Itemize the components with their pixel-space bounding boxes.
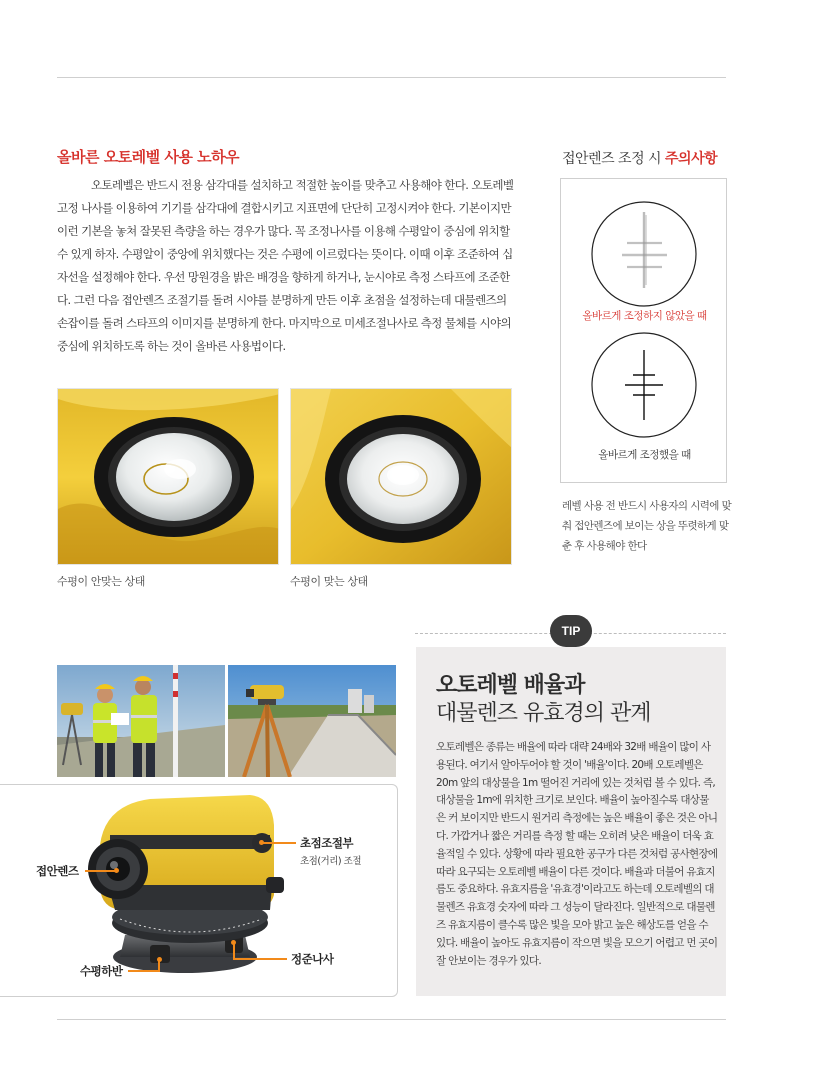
label-level-base: 수평하반 bbox=[80, 964, 123, 978]
sidebar-title bbox=[562, 148, 717, 168]
reticle-right-caption: 올바르게 조정했을 때 bbox=[598, 449, 691, 461]
bubble-level-unbalanced-image bbox=[58, 389, 279, 565]
leveling-screw-leader-vertical bbox=[233, 943, 235, 959]
reticle-diagrams bbox=[561, 179, 728, 484]
label-eyepiece: 접안렌즈 bbox=[36, 864, 79, 878]
eyepiece-adjust-box bbox=[560, 178, 727, 483]
level-base-leader-vertical bbox=[158, 959, 160, 971]
body-paragraph bbox=[57, 174, 519, 358]
eyepiece-leader-line bbox=[85, 870, 115, 872]
photo-right-caption: 수평이 맞는 상태 bbox=[290, 575, 368, 588]
reticle-sharp-icon bbox=[592, 333, 696, 437]
photo-level-balanced bbox=[290, 388, 512, 565]
leveling-screw-leader-line bbox=[233, 958, 287, 960]
tip-heading-line1: 오토레벨 배율과 bbox=[436, 673, 585, 698]
surveyors-image bbox=[57, 665, 225, 777]
label-focus: 초점조절부 bbox=[300, 836, 354, 850]
bubble-level-balanced-image bbox=[291, 389, 512, 565]
tip-body-text: 오토레벨은 종류는 배율에 따라 대략 24배와 32배 배율이 많이 사용된다. 여기서 알아두어야 할 것이 '배율'이다. 20배 오토레벨은 20m 앞의 대상물을 1m 떨어진 거리에 있는 것처럼 볼 수 있다. 즉, 대상물을 1m에 위치한 크기로 보인다. 배율이 높아질수록 대상물은 커 보이지만 반드시 원거리 측정에는 높은 배율이 좋은 것은 아니다. 가깝거나 짧은 거리를 측정 할 때는 오히려 낮은 배율이 더욱 효율적일 수 있다. 상황에 따라 필요한 공구가 다른 것처럼 공사현장에 따라 요구되는 오토레벨 배율이 다른 것이다. 배율과 더불어 유효지름도 중요하다. 유효지름을 '유효경'이라고도 하는데 오토레벨의 대물렌즈 유효경 숫자에 따라 그 성능이 달라진다. 일반적으로 대물렌즈 유효지름이 클수록 많은 빛을 모아 밝고 높은 해상도를 얻을 수 있다. 배율이 높아도 유효지름이 작으면 빛을 모으기 어렵고 먼 곳이 잘 안보이는 경우가 있다. bbox=[436, 741, 718, 967]
photo-road-site bbox=[228, 665, 396, 777]
level-base-leader-line bbox=[128, 970, 160, 972]
tip-badge: TIP bbox=[550, 615, 592, 647]
focus-leader-line bbox=[262, 842, 296, 844]
tip-heading-line2: 대물렌즈 유효경의 관계 bbox=[436, 701, 651, 726]
sidebar-title-highlight: 주의사항 bbox=[665, 151, 718, 167]
photo-surveyors bbox=[57, 665, 225, 777]
product-diagram-box bbox=[0, 784, 398, 997]
reticle-blurry-icon bbox=[592, 202, 696, 306]
auto-level-image bbox=[0, 785, 398, 998]
road-site-image bbox=[228, 665, 396, 777]
bottom-divider bbox=[57, 1019, 726, 1020]
top-divider bbox=[57, 77, 726, 78]
label-leveling-screw: 정준나사 bbox=[291, 952, 334, 966]
sidebar-title-prefix: 접안렌즈 조정 시 bbox=[562, 151, 666, 167]
reticle-wrong-caption: 올바르게 조정하지 않았을 때 bbox=[582, 310, 707, 322]
photo-level-unbalanced bbox=[57, 388, 279, 565]
body-paragraph-text: 오토레벨은 반드시 전용 삼각대를 설치하고 적절한 높이를 맞추고 사용해야 한다. 오토레벨 고정 나사를 이용하여 기기를 삼각대에 결합시키고 지표면에 단단히 고정시켜야 한다. 기본이지만 이런 기본을 놓쳐 잘못된 측량을 하는 경우가 많다. 꼭 조정나사를 이용해 수평알이 중심에 위치할 수 있게 하자. 수평알이 중앙에 위치했다는 것은 수평에 이르렀다는 뜻이다. 이때 이후 조준하여 십자선을 설정해야 한다. 우선 망원경을 밝은 배경을 향하게 하거나, 눈시야로 측정 스타프에 조준한다. 그런 다음 접안렌즈 조절기를 돌려 시야를 분명하게 만든 이후 초점을 설정하는데 대물렌즈의 손잡이를 돌려 스타프의 이미지를 분명하게 한다. 마지막으로 미세조절나사로 측정 물체를 시야의 중심에 위치하도록 하는 것이 올바른 사용법이다. bbox=[57, 178, 514, 353]
section-title: 올바른 오토레벨 사용 노하우 bbox=[57, 148, 240, 166]
sidebar-note: 레벨 사용 전 반드시 사용자의 시력에 맞춰 접안렌즈에 보이는 상을 뚜렷하게 맞춘 후 사용해야 한다 bbox=[562, 500, 732, 552]
photo-left-caption: 수평이 안맞는 상태 bbox=[57, 575, 146, 588]
label-focus-sub: 초점(거리) 조절 bbox=[300, 856, 361, 867]
